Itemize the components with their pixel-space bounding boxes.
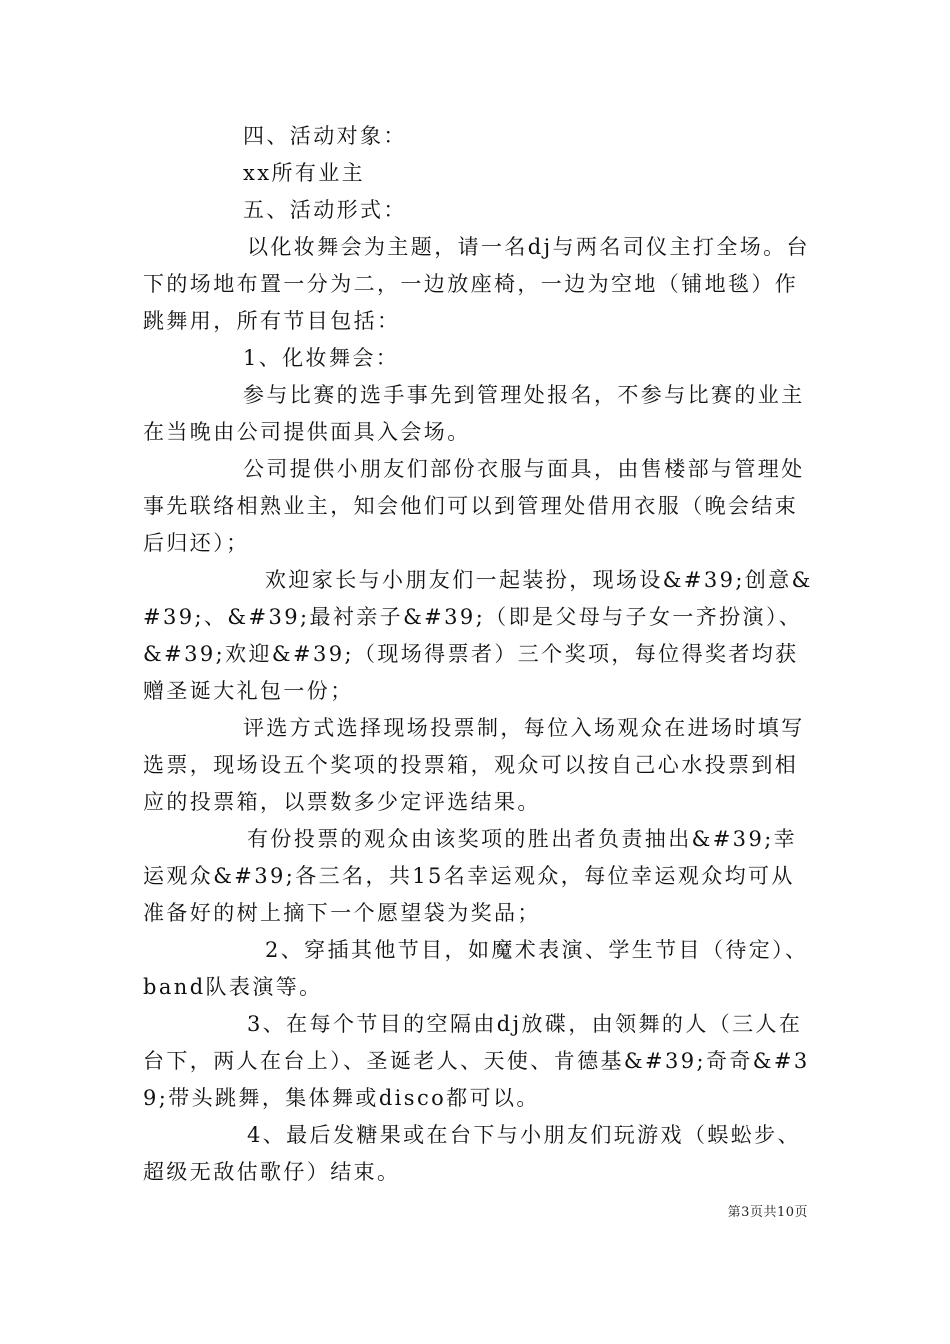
item-2-paragraph: 2、穿插其他节目，如魔术表演、学生节目（待定）、band队表演等。 (143, 938, 809, 999)
activity-target-text: xx所有业主 (243, 161, 366, 185)
paragraph-registration: 参与比赛的选手事先到管理处报名，不参与比赛的业主在当晚由公司提供面具入会场。 (143, 383, 805, 444)
paragraph-voting: 评选方式选择现场投票制，每位入场观众在进场时填写选票，现场设五个奖项的投票箱，观众可以按自己心水投票到相应的投票箱，以票数多少定评选结果。 (143, 716, 805, 814)
paragraph-awards: 欢迎家长与小朋友们一起装扮，现场设&#39;创意&#39;、&#39;最衬亲子&#39;（即是父母与子女一齐扮演）、&#39;欢迎&#39;（现场得票者）三个奖项，每位得奖者均获赠圣诞大礼包一份； (143, 568, 813, 703)
paragraph-costumes: 公司提供小朋友们部份衣服与面具，由售楼部与管理处事先联络相熟业主，知会他们可以到管理处借用衣服（晚会结束后归还）； (143, 457, 805, 555)
paragraph-format-intro: 以化妆舞会为主题，请一名dj与两名司仪主打全场。台下的场地布置一分为二，一边放座椅，一边为空地（铺地毯）作跳舞用，所有节目包括： (143, 235, 810, 333)
item-1-heading: 1、化妆舞会： (243, 346, 400, 370)
document-body (143, 118, 815, 1191)
section-heading-activity-target: 四、活动对象： (243, 124, 407, 148)
item-3-paragraph: 3、在每个节目的空隔由dj放碟，由领舞的人（三人在台下，两人在台上）、圣诞老人、天使、肯德基&#39;奇奇&#39;带头跳舞，集体舞或disco都可以。 (143, 1012, 810, 1110)
item-4-paragraph: 4、最后发糖果或在台下与小朋友们玩游戏（蜈蚣步、超级无敌估歌仔）结束。 (143, 1123, 801, 1184)
section-heading-activity-format: 五、活动形式： (243, 198, 407, 222)
page-number-footer: 第3页共10页 (727, 1205, 808, 1220)
paragraph-lucky-audience: 有份投票的观众由该奖项的胜出者负责抽出&#39;幸运观众&#39;各三名，共15名幸运观众，每位幸运观众均可从准备好的树上摘下一个愿望袋为奖品； (143, 827, 798, 925)
